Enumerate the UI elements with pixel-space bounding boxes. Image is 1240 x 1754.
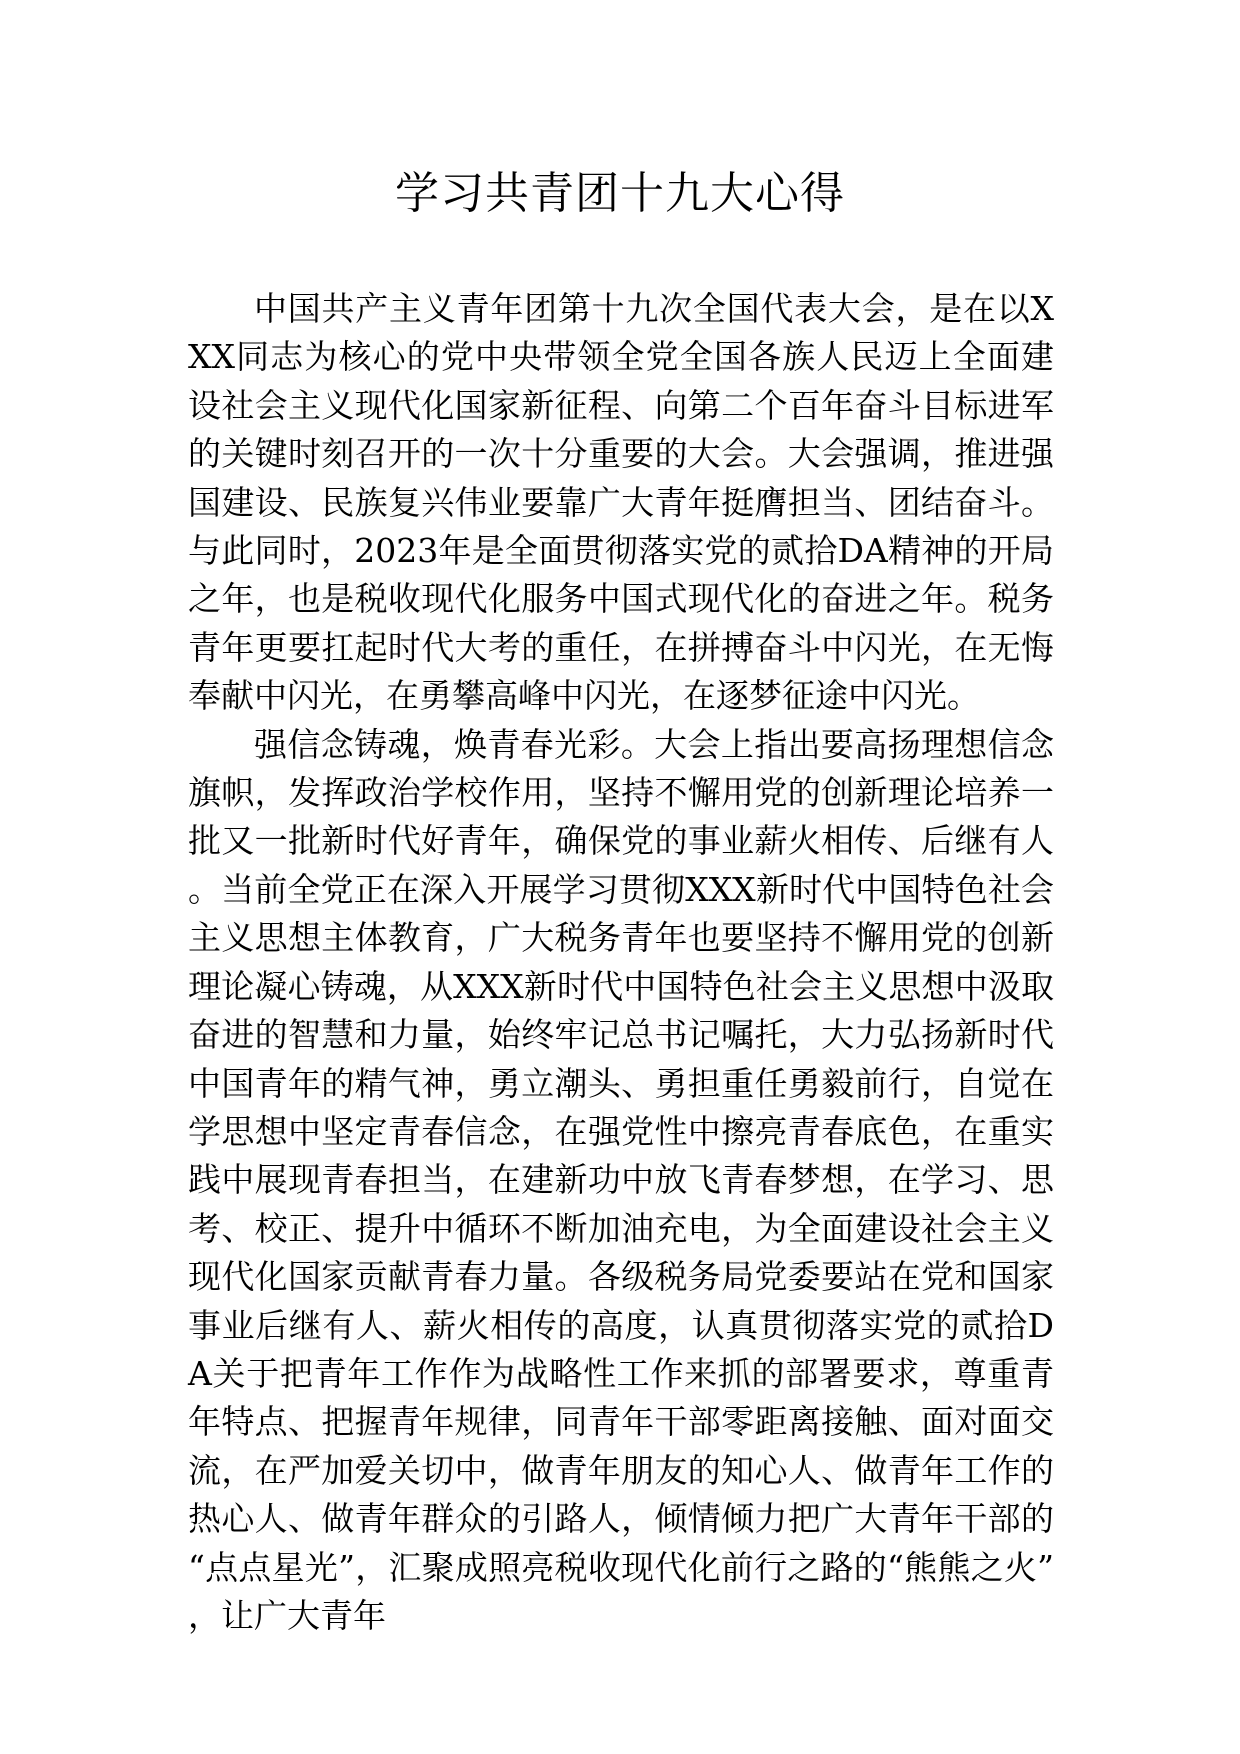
document-title: 学习共青团十九大心得 (395, 168, 845, 219)
document-body (188, 285, 1054, 1640)
body-paragraph-2: 强信念铸魂，焕青春光彩。大会上指出要高扬理想信念旗帜，发挥政治学校作用，坚持不懈用党的创新理论培养一批又一批新时代好青年，确保党的事业薪火相传、后继有人。当前全党正在深入开展学习贯彻XXX新时代中国特色社会主义思想主体教育，广大税务青年也要坚持不懈用党的创新理论凝心铸魂，从XXX新时代中国特色社会主义思想中汲取奋进的智慧和力量，始终牢记总书记嘱托，大力弘扬新时代中国青年的精气神，勇立潮头、勇担重任勇毅前行，自觉在学思想中坚定青春信念，在强党性中擦亮青春底色，在重实践中展现青春担当，在建新功中放飞青春梦想，在学习、思考、校正、提升中循环不断加油充电，为全面建设社会主义现代化国家贡献青春力量。各级税务局党委要站在党和国家事业后继有人、薪火相传的高度，认真贯彻落实党的贰拾DA关于把青年工作作为战略性工作来抓的部署要求，尊重青年特点、把握青年规律，同青年干部零距离接触、面对面交流，在严加爱关切中，做青年朋友的知心人、做青年工作的热心人、做青年群众的引路人，倾情倾力把广大青年干部的“点点星光”，汇聚成照亮税收现代化前行之路的“熊熊之火”，让广大青年 (188, 724, 1054, 1635)
body-paragraph-1: 中国共产主义青年团第十九次全国代表大会，是在以XXX同志为核心的党中央带领全党全国各族人民迈上全面建设社会主义现代化国家新征程、向第二个百年奋斗目标进军的关键时刻召开的一次十分重要的大会。大会强调，推进强国建设、民族复兴伟业要靠广大青年挺膺担当、团结奋斗。与此同时，2023年是全面贯彻落实党的贰拾DA精神的开局之年，也是税收现代化服务中国式现代化的奋进之年。税务青年更要扛起时代大考的重任，在拼搏奋斗中闪光，在无悔奉献中闪光，在勇攀高峰中闪光，在逐梦征途中闪光。 (188, 289, 1054, 716)
